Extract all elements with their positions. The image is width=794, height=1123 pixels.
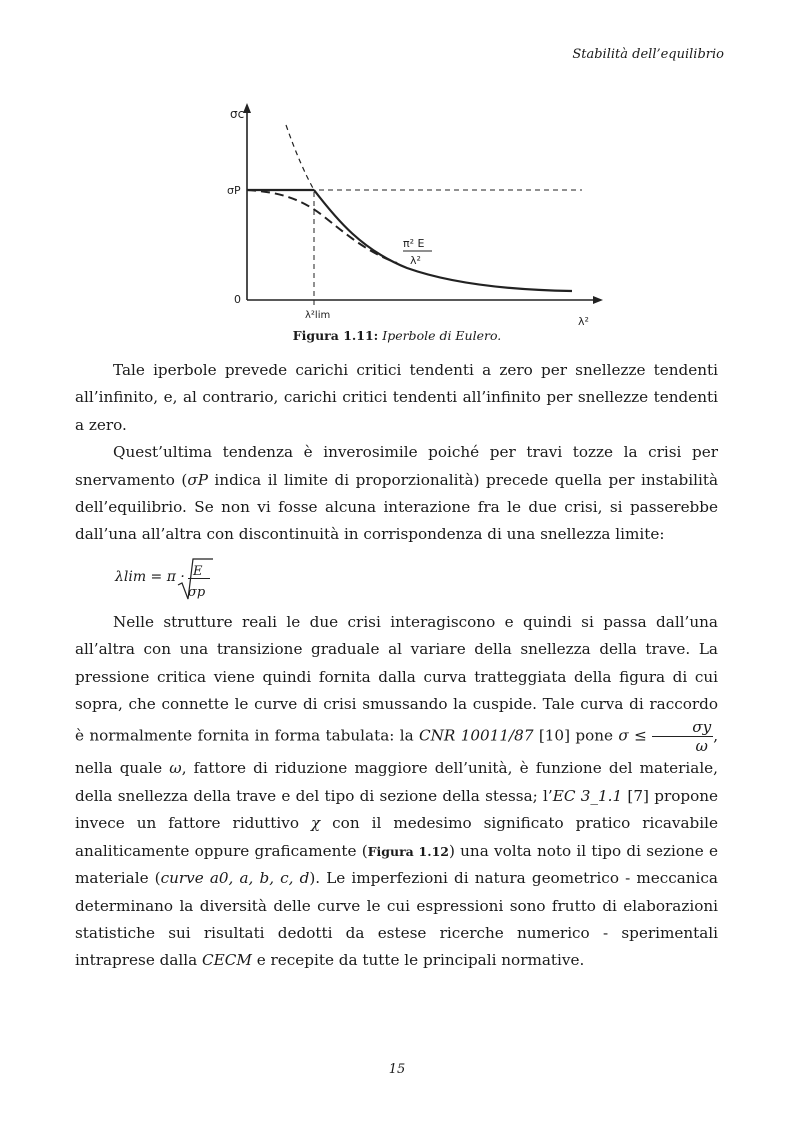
equation-denominator: σp xyxy=(188,584,206,600)
y-axis-label: σc xyxy=(230,107,245,121)
euler-hyperbola-dashed xyxy=(286,125,314,190)
euler-hyperbola-figure xyxy=(222,100,612,330)
curve-label-numerator: π² E xyxy=(403,237,425,250)
paragraph-3: Nelle strutture reali le due crisi interagiscono e quindi si passa dall’una all’altra con una transizione graduale al variare della snellezza della trave. La pressione critica viene quindi fornita dalla curva tratteggiata della figura di cui sopra, che connette le curve di crisi smussando la cuspide. Tale curva di raccordo è normalmente fornita in forma tabulata: la CNR 10011/87 [10] pone σ ≤ $\frac{\sigma y}{\omega}$ , nella quale ω, fattore di riduzione maggiore dell’unità, è funzione del materiale, della snellezza della trave e del tipo di sezione della stessa; l’EC 3_1.1 [7] propone invece un fattore riduttivo χ con il medesimo significato pratico ricavabile analiticamente oppure graficamente (Figura 1.12) una volta noto il tipo di sezione e materiale (curve a0, a, b, c, d). Le imperfezioni di natura geometrico - meccanica determinano la diversità delle curve le cui espressioni sono frutto di elaborazioni statistiche sui risultati dedotti da estese ricerche numerico - sperimentali intraprese dalla CECM e recepite da tutte le principali normative. xyxy=(75,612,719,970)
curve-label-denominator: λ² xyxy=(410,254,421,267)
lambda-lim-label: λ²lim xyxy=(305,310,331,321)
lambda-lim-equation xyxy=(75,549,718,609)
equation-numerator: E xyxy=(193,563,203,579)
sigma-p-symbol: σP xyxy=(187,470,208,489)
running-header: Stabilità dell’equilibrio xyxy=(572,47,724,62)
page-number: 15 xyxy=(388,1062,406,1077)
origin-label: 0 xyxy=(234,293,241,306)
figure-reference: Figura 1.12 xyxy=(367,843,449,859)
figure-caption xyxy=(0,328,794,343)
euler-curve-solid xyxy=(314,190,572,291)
caption-label: Figura 1.11: xyxy=(292,328,379,343)
x-axis-arrow xyxy=(593,296,603,304)
body-text xyxy=(75,357,718,975)
euler-plot xyxy=(222,100,612,330)
x-axis-label: λ² xyxy=(578,315,589,328)
paragraph-2: Quest’ultima tendenza è inverosimile poiché per travi tozze la crisi per snervamento (σP indica il limite di proporzionalità) precede quella per instabilità dell’equilibrio. Se non vi fosse alcuna interazione fra le due crisi, si passerebbe dall’una all’altra con discontinuità in corrispondenza di una snellezza limite: xyxy=(75,443,719,544)
equation-lhs: λlim = π · xyxy=(115,568,185,585)
sigma-fraction: $\frac{\sigma y}{\omega}$ xyxy=(652,718,713,755)
caption-text: Iperbole di Eulero. xyxy=(382,328,502,343)
paragraph-1: Tale iperbole prevede carichi critici tendenti a zero per snellezze tendenti all’infinito, e, al contrario, carichi critici tendenti all’infinito per snellezze tendenti a zero. xyxy=(75,361,718,434)
sigma-p-label: σP xyxy=(227,184,241,197)
